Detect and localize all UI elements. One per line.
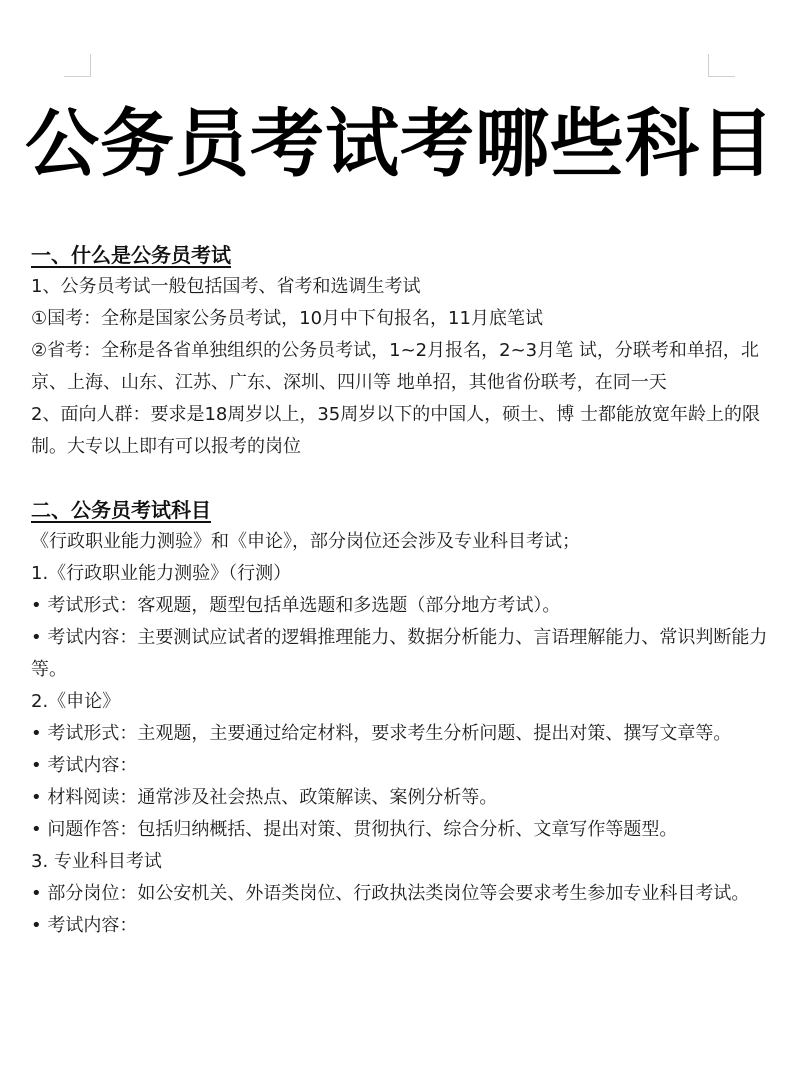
section-heading-1: 一、什么是公务员考试 [31, 243, 231, 267]
subsection-title: 3. 专业科目考试 [31, 851, 162, 872]
bullet-item: • 考试内容： [31, 750, 783, 782]
page-title: 公务员考试考哪些科目 [25, 101, 775, 187]
bullet-item: • 考试内容： [31, 910, 783, 942]
subsection-title: 2.《申论》 [31, 691, 121, 712]
document-body [31, 240, 783, 942]
bullet-item: • 材料阅读：通常涉及社会热点、政策解读、案例分析等。 [31, 782, 783, 814]
bullet-item: • 考试形式：主观题，主要通过给定材料，要求考生分析问题、提出对策、撰写文章等。 [31, 718, 783, 750]
bullet-item: • 考试形式：客观题，题型包括单选题和多选题（部分地方考试）。 [31, 590, 783, 622]
paragraph: ①国考：全称是国家公务员考试，10月中下旬报名，11月底笔试 [31, 308, 543, 329]
section-heading-2: 二、公务员考试科目 [31, 498, 211, 522]
bullet-item: • 部分岗位：如公安机关、外语类岗位、行政执法类岗位等会要求考生参加专业科目考试。 [31, 878, 783, 910]
crop-mark-right [708, 54, 735, 77]
bullet-item: • 考试内容：主要测试应试者的逻辑推理能力、数据分析能力、言语理解能力、常识判断能力等。 [31, 622, 783, 686]
spacer [31, 463, 783, 495]
subsection-title: 1.《行政职业能力测验》（行测） [31, 563, 292, 584]
paragraph: ②省考：全称是各省单独组织的公务员考试，1~2月报名，2~3月笔 试，分联考和单招，北京、上海、山东、江苏、广东、深圳、四川等 地单招，其他省份联考，在同一天 [31, 340, 759, 393]
paragraph: 2、面向人群：要求是18周岁以上，35周岁以下的中国人，硕士、博 士都能放宽年龄上的限制。大专以上即有可以报考的岗位 [31, 404, 760, 457]
crop-mark-left [64, 54, 91, 77]
paragraph: 1、公务员考试一般包括国考、省考和选调生考试 [31, 276, 421, 297]
bullet-item: • 问题作答：包括归纳概括、提出对策、贯彻执行、综合分析、文章写作等题型。 [31, 814, 783, 846]
section-intro: 《行政职业能力测验》和《申论》，部分岗位还会涉及专业科目考试； [31, 531, 580, 552]
